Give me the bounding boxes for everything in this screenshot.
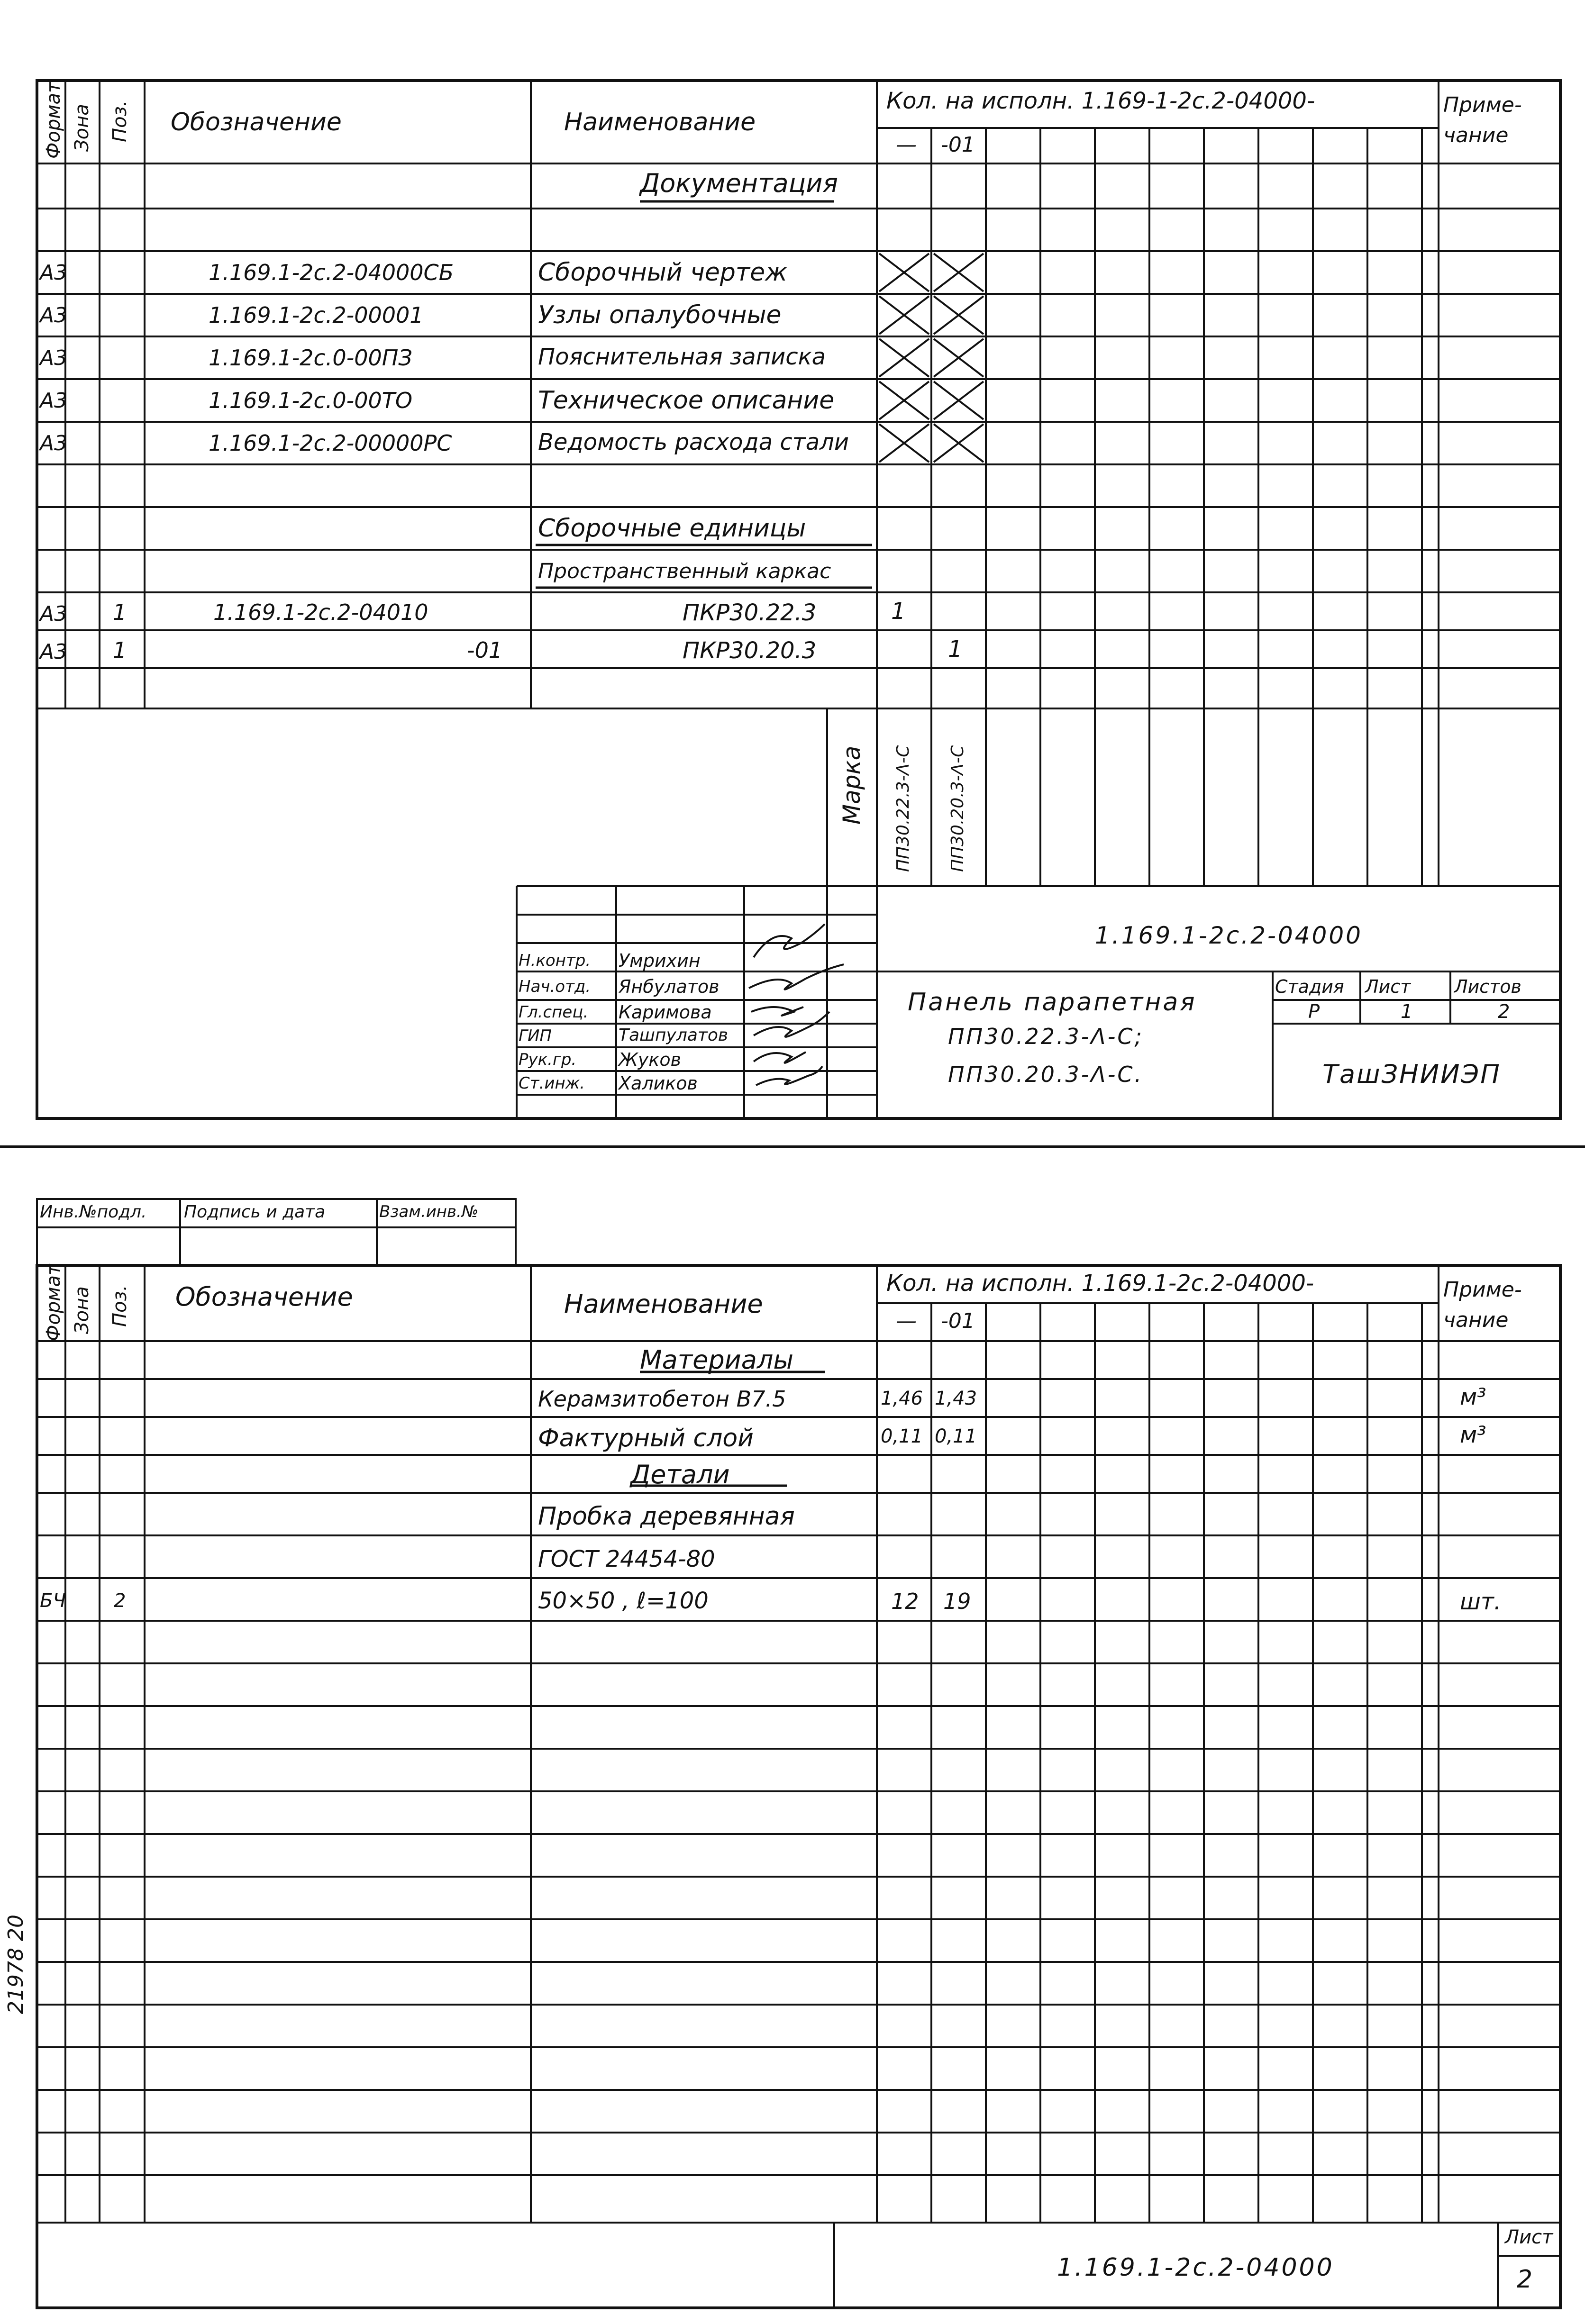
table-row-format: А3 — [40, 602, 68, 626]
footer-sheet-label: Лист — [1505, 2226, 1553, 2248]
marka-variant-1: ПП30.22.3-Λ-С — [893, 745, 913, 872]
sheet-label: Лист — [1365, 976, 1411, 997]
signature-scribbles — [749, 924, 844, 1085]
variant-01-header: -01 — [941, 133, 975, 157]
inv-label: Подпись и дата — [184, 1202, 326, 1222]
table-row-designation: 1.169.1-2с.2-00001 — [209, 302, 424, 328]
signer-name: Умрихин — [619, 950, 701, 971]
table-row-name: Ведомость расхода стали — [538, 429, 849, 455]
section-details: Детали — [630, 1460, 730, 1489]
signer-name: Янбулатов — [619, 976, 720, 997]
table-row-qty-01: 1 — [948, 636, 963, 663]
col-designation-header: Обозначение — [175, 1282, 353, 1312]
section-materials: Материалы — [640, 1345, 793, 1375]
table-row-qty-01: 0,11 — [935, 1425, 977, 1447]
table-row-designation: 1.169.1-2с.0-00ПЗ — [209, 345, 412, 371]
table-row-designation: -01 — [467, 637, 503, 663]
col-zone-header: Зона — [71, 1286, 93, 1334]
table-row-name: Узлы опалубочные — [538, 301, 782, 329]
signer-name: Жуков — [619, 1049, 682, 1070]
table-row-pos: 1 — [113, 599, 127, 625]
variant-base-header: — — [896, 1309, 917, 1333]
table-row-name: Керамзитобетон В7.5 — [538, 1386, 786, 1412]
table-row-name: Техническое описание — [538, 386, 835, 415]
table-row-format: А3 — [40, 431, 68, 455]
table-row-designation: 1.169.1-2с.2-04000СБ — [209, 260, 454, 285]
stamp-code: 1.169.1-2с.2-04000 — [1095, 922, 1363, 949]
table-row-name: 50×50 , ℓ=100 — [538, 1588, 709, 1614]
inv-label: Инв.№подл. — [40, 1202, 147, 1222]
x-mark — [898, 258, 899, 259]
sheet-value: 1 — [1401, 1001, 1413, 1023]
table-row-designation: 1.169.1-2с.2-00000РС — [209, 430, 452, 456]
table-row-note: шт. — [1460, 1589, 1502, 1615]
col-pos-header: Поз. — [109, 100, 131, 142]
signer-role: Нач.отд. — [519, 977, 591, 996]
stage-value: Р — [1308, 1001, 1320, 1023]
signer-role: Ст.инж. — [519, 1074, 585, 1093]
table-row-format: БЧ — [40, 1590, 66, 1612]
section-assembly-units: Сборочные единицы — [538, 514, 806, 543]
table-row-pos: 1 — [113, 637, 127, 663]
variant-base-header: — — [896, 133, 917, 157]
col-designation-header: Обозначение — [171, 108, 342, 136]
table-row-qty-01: 1,43 — [935, 1388, 977, 1409]
table-row-qty-base: 1,46 — [881, 1388, 923, 1409]
marka-variant-2: ПП30.20.3-Λ-С — [948, 745, 967, 872]
col-format-header: Формат — [43, 82, 64, 159]
sheets-value: 2 — [1498, 1001, 1510, 1023]
col-name-header: Наименование — [564, 108, 756, 136]
table-row-name: Пробка деревянная — [538, 1502, 795, 1531]
signer-role: Н.контр. — [519, 951, 591, 970]
table-row-name: ГОСТ 24454-80 — [538, 1546, 715, 1572]
col-qty-header: Кол. на исполн. 1.169-1-2с.2-04000- — [886, 88, 1315, 114]
col-pos-header: Поз. — [109, 1285, 131, 1327]
table-row-qty-base: 12 — [891, 1589, 919, 1614]
table-row-format: А3 — [40, 389, 68, 413]
table-row-name: Сборочный чертеж — [538, 258, 787, 287]
inv-label: Взам.инв.№ — [379, 1202, 479, 1221]
table-row-pos: 2 — [114, 1590, 126, 1612]
table-row-name: Фактурный слой — [538, 1424, 754, 1452]
col-qty-header: Кол. на исполн. 1.169.1-2с.2-04000- — [886, 1270, 1314, 1297]
sheets-label: Листов — [1454, 976, 1521, 997]
footer-sheet-number: 2 — [1517, 2265, 1533, 2294]
table-row-note: м³ — [1460, 1422, 1486, 1448]
side-archive-number: 21978 20 — [4, 1915, 28, 2014]
table-row-note: м³ — [1460, 1384, 1486, 1410]
table-row-designation: 1.169.1-2с.0-00ТО — [209, 388, 413, 413]
col-note-header: Приме-чание — [1443, 93, 1522, 147]
footer-code: 1.169.1-2с.2-04000 — [1057, 2253, 1334, 2282]
section-documentation: Документация — [640, 168, 838, 198]
table-row-format: А3 — [40, 640, 68, 664]
table-row-format: А3 — [40, 261, 68, 285]
col-format-header: Формат — [43, 1264, 64, 1341]
stamp-title-line1: Панель парапетная — [908, 988, 1197, 1017]
table-row-name: Пояснительная записка — [538, 344, 826, 370]
marka-label: Марка — [838, 745, 865, 825]
signer-role: Гл.спец. — [519, 1003, 589, 1022]
table-row-name: ПКР30.20.3 — [683, 637, 817, 664]
table-row-format: А3 — [40, 303, 68, 327]
stamp-title-line2: ПП30.22.3-Λ-С; — [948, 1024, 1144, 1049]
section-spatial-frame: Пространственный каркас — [538, 559, 831, 583]
col-zone-header: Зона — [71, 104, 93, 152]
table-row-format: А3 — [40, 346, 68, 370]
organization: ТашЗНИИЭП — [1322, 1059, 1501, 1089]
variant-01-header: -01 — [941, 1309, 975, 1333]
stamp-title-line3: ПП30.20.3-Λ-С. — [948, 1062, 1144, 1087]
stage-label: Стадия — [1275, 976, 1344, 997]
signer-name: Халиков — [619, 1073, 698, 1094]
signer-name: Ташпулатов — [619, 1026, 729, 1045]
table-row-qty-base: 1 — [891, 598, 906, 625]
col-note-header: Приме-чание — [1443, 1278, 1522, 1332]
table-row-name: ПКР30.22.3 — [683, 599, 817, 626]
table-row-designation: 1.169.1-2с.2-04010 — [213, 599, 428, 625]
table-row-qty-01: 19 — [943, 1589, 971, 1614]
table-row-qty-base: 0,11 — [881, 1425, 923, 1447]
signer-role: ГИП — [519, 1026, 552, 1045]
col-name-header: Наименование — [564, 1289, 763, 1319]
signer-role: Рук.гр. — [519, 1050, 577, 1069]
signer-name: Каримова — [619, 1002, 712, 1023]
